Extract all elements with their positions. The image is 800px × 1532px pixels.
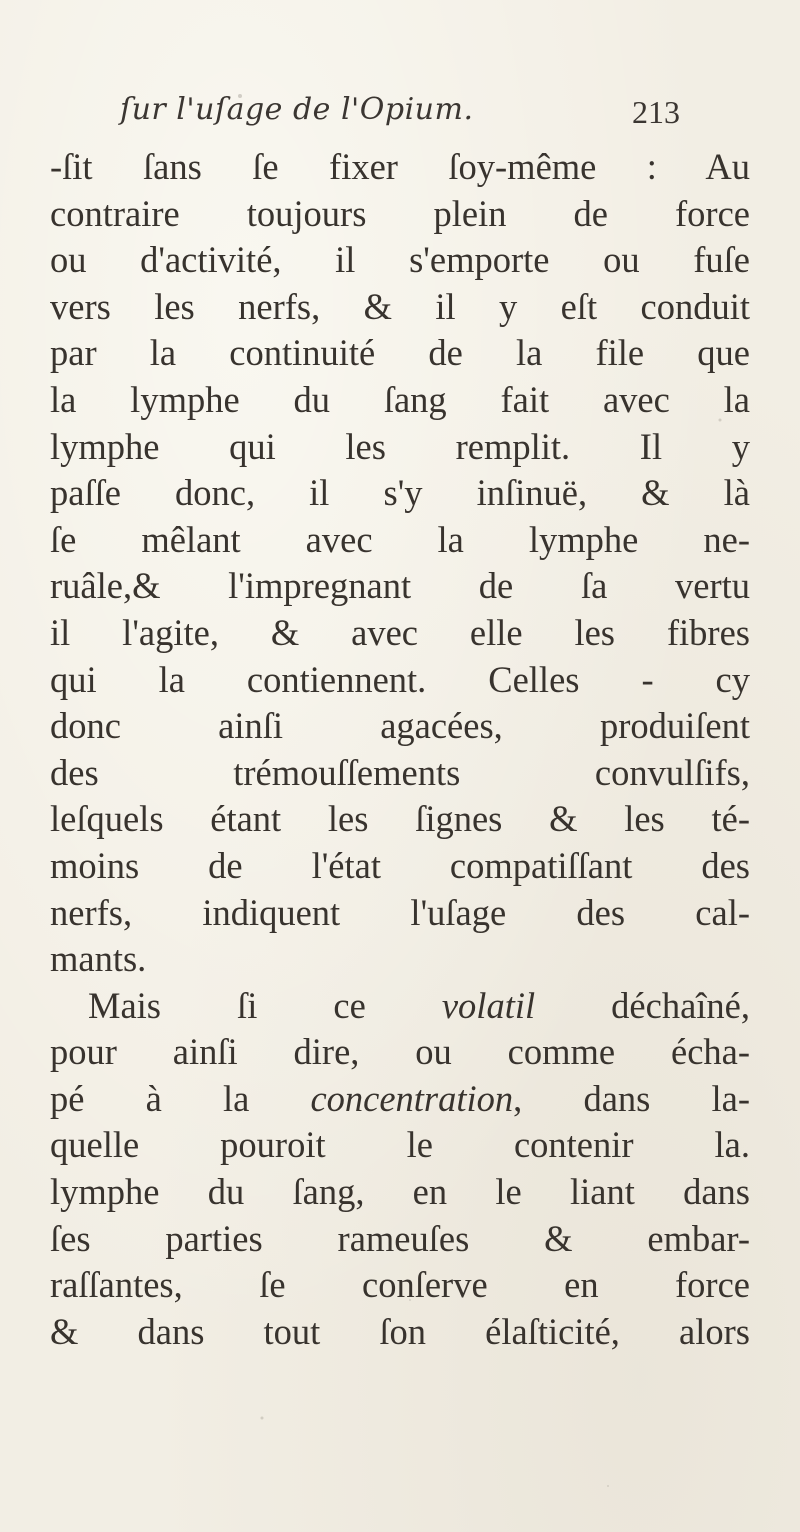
running-title: ſur l'uſage de l'Opium.: [120, 92, 474, 127]
text-line: & dans tout ſon élaſticité, alors: [50, 1310, 750, 1352]
line-text: , dans la-: [513, 1077, 750, 1119]
text-line: paſſe donc, il s'y inſinuë, & là: [50, 472, 750, 514]
text-line: qui la contiennent. Celles - cy: [50, 658, 750, 700]
text-line: pour ainſi dire, ou comme écha-: [50, 1031, 750, 1073]
text-line: quelle pouroit le contenir la.: [50, 1124, 750, 1166]
italic-term: volatil: [441, 984, 536, 1026]
text-line: raſſantes, ſe conſerve en force: [50, 1264, 750, 1306]
text-line: mants.: [50, 938, 147, 980]
text-line: lymphe qui les remplit. Il y: [50, 425, 750, 467]
body-text: [50, 144, 750, 1355]
line-text: déchaîné,: [535, 984, 750, 1026]
text-line: la lymphe du ſang fait avec la: [50, 378, 750, 420]
text-line: nerfs, indiquent l'uſage des cal-: [50, 891, 750, 933]
text-line: [50, 1076, 750, 1123]
text-line: ſe mêlant avec la lymphe ne-: [50, 518, 750, 560]
line-text: Mais ſi ce: [88, 984, 442, 1026]
text-line: [50, 983, 750, 1030]
text-line: il l'agite, & avec elle les fibres: [50, 611, 750, 653]
text-line: vers les nerfs, & il y eſt conduit: [50, 285, 750, 327]
text-line: moins de l'état compatiſſant des: [50, 844, 750, 886]
text-line: donc ainſi agacées, produiſent: [50, 705, 750, 747]
text-line: leſquels étant les ſignes & les té-: [50, 798, 750, 840]
text-line: contraire toujours plein de force: [50, 192, 750, 234]
text-line: ou d'activité, il s'emporte ou fuſe: [50, 239, 750, 281]
page-number: 213: [632, 94, 680, 130]
page-header: [120, 92, 680, 142]
text-line: ſes parties rameuſes & embar-: [50, 1217, 750, 1259]
text-line: -ſit ſans ſe fixer ſoy-même : Au: [50, 146, 750, 187]
italic-term: concentration: [310, 1077, 514, 1119]
line-text: pé à la: [50, 1077, 311, 1119]
text-line: lymphe du ſang, en le liant dans: [50, 1171, 750, 1213]
text-line: des trémouſſements convulſifs,: [50, 751, 750, 793]
text-line: par la continuité de la file que: [50, 332, 750, 374]
text-line: ruâle,& l'impregnant de ſa vertu: [50, 565, 750, 607]
